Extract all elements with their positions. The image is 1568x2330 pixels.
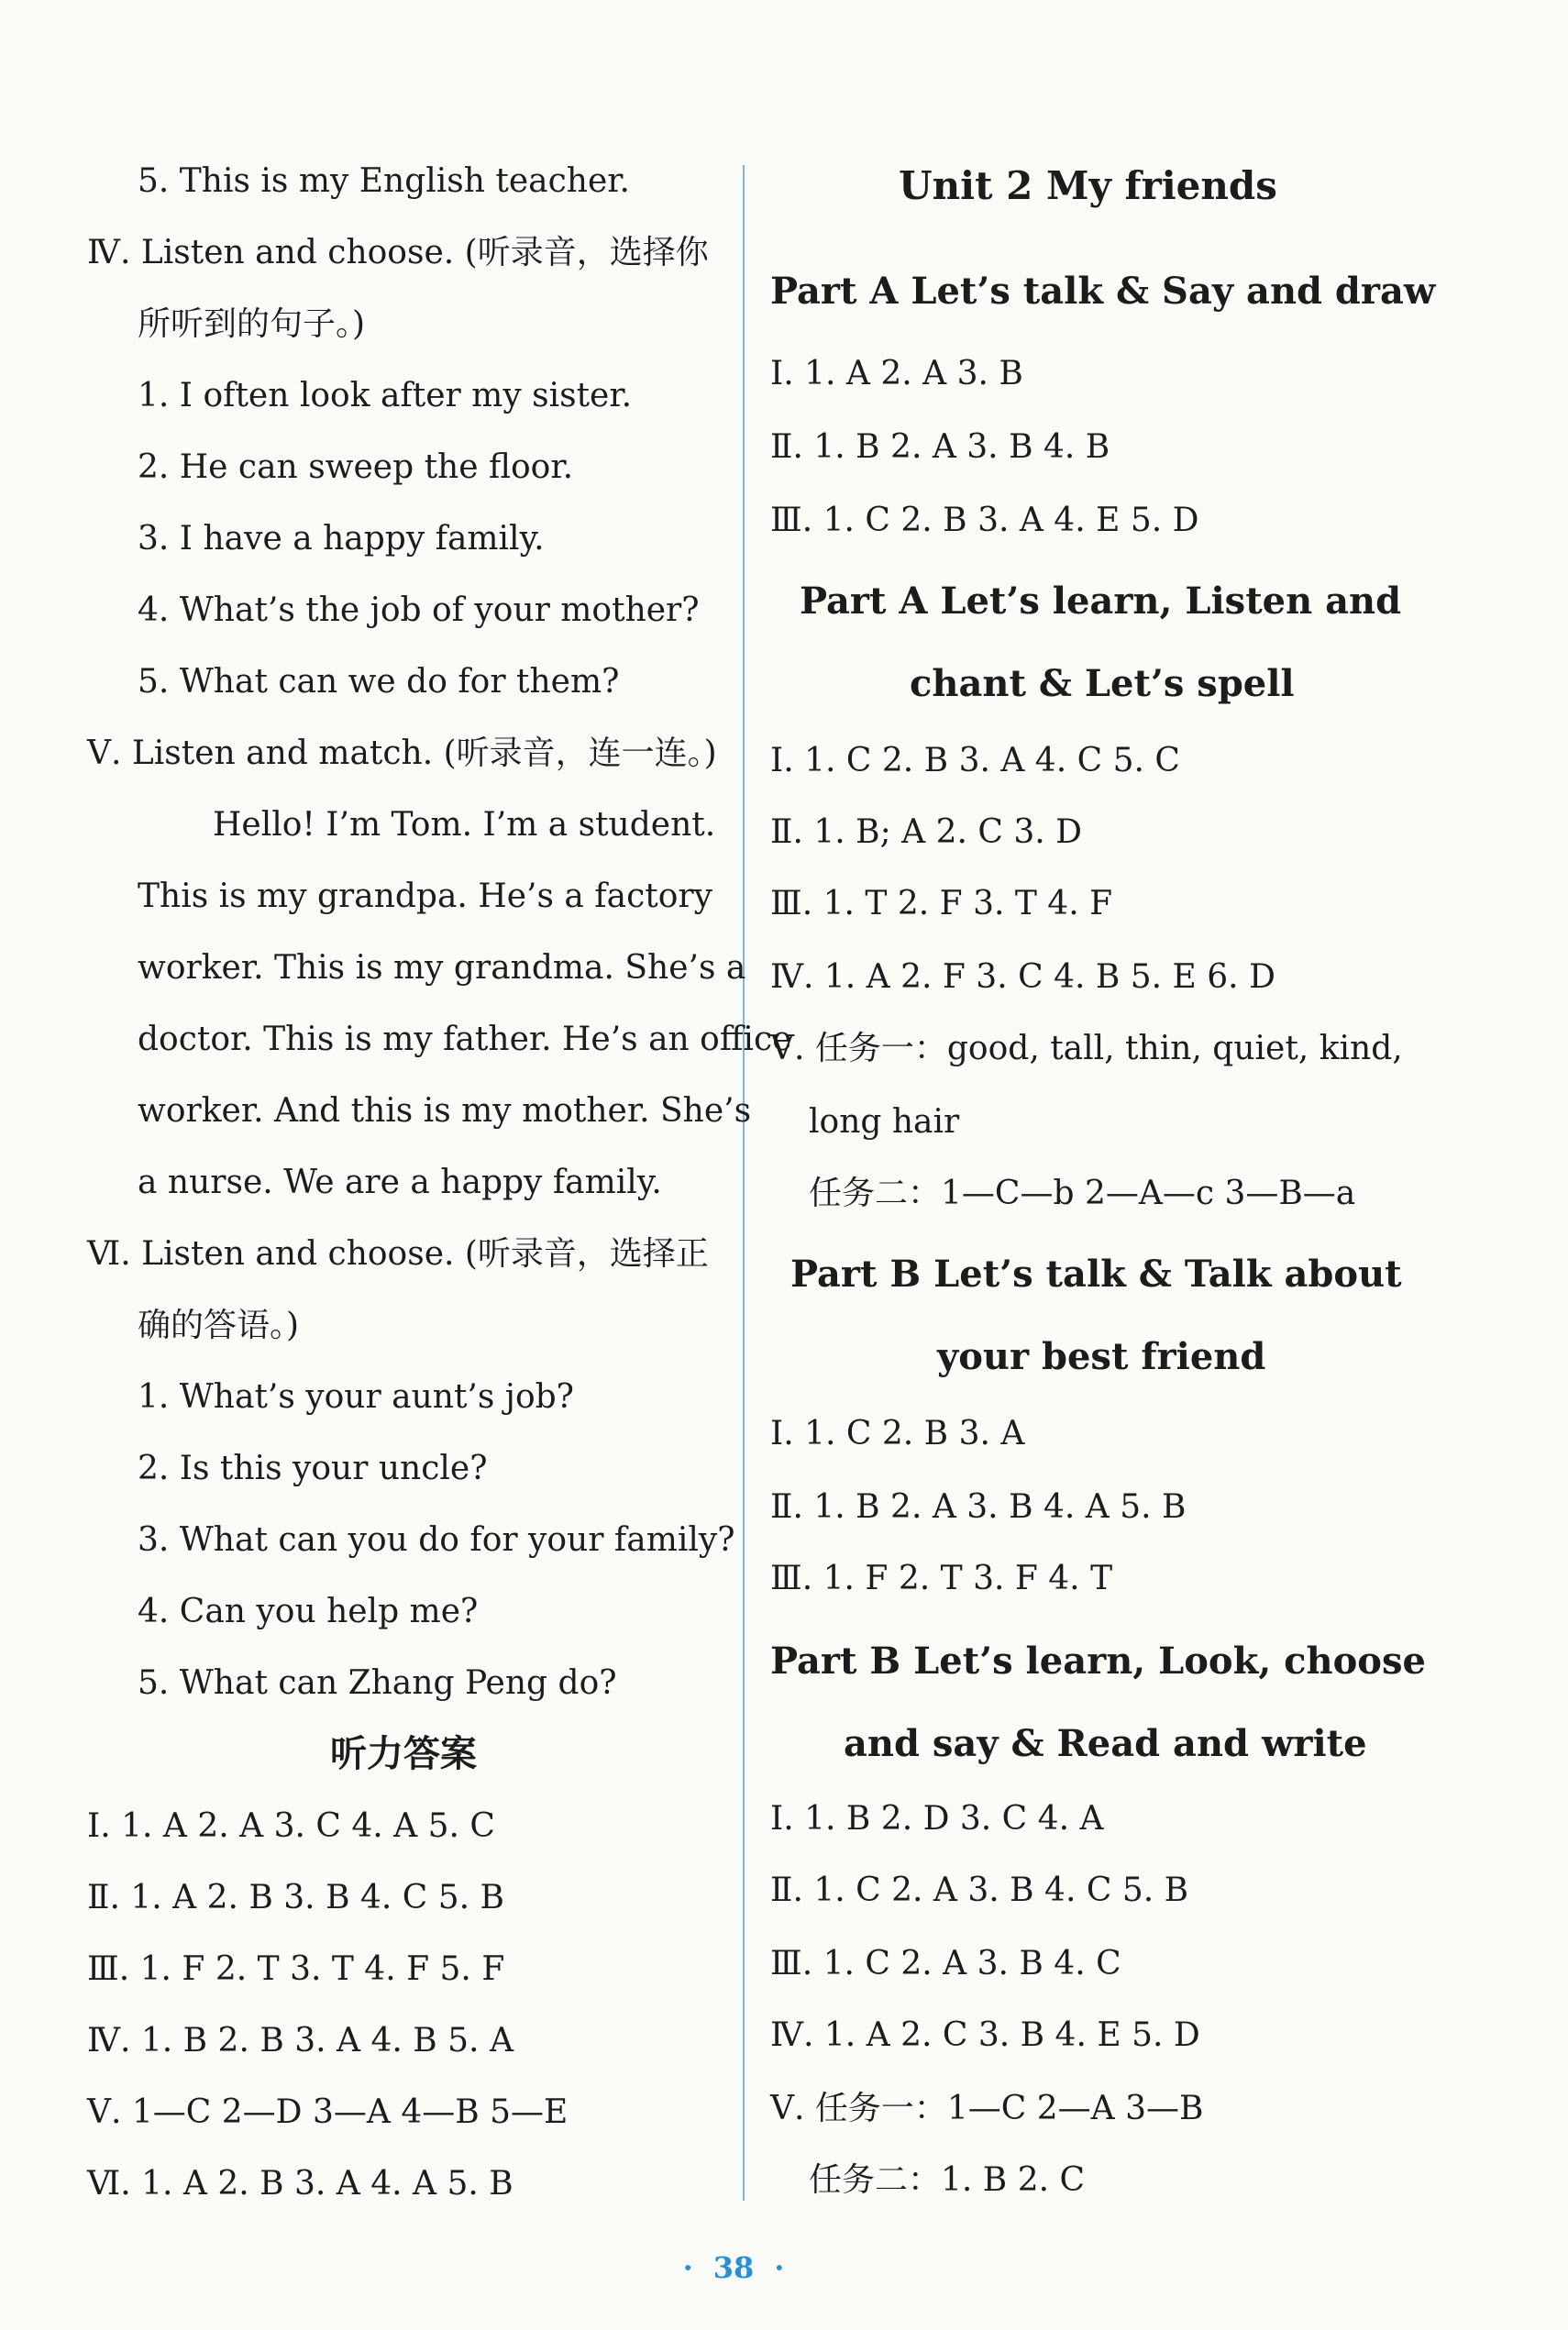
answer-line: Ⅴ. 任务一：1—C 2—A 3—B [770,2090,1204,2127]
answer-line: Ⅵ. 1. A 2. B 3. A 4. A 5. B [87,2165,513,2203]
answer-line: Ⅱ. 1. B 2. A 3. B 4. A 5. B [770,1488,1187,1526]
answer-line: Ⅰ. 1. A 2. A 3. B [770,355,1023,392]
passage-line: This is my grandpa. He’s a factory [138,878,712,915]
text-line: 3. What can you do for your family? [138,1521,735,1559]
answer-line: Ⅳ. 1. A 2. C 3. B 4. E 5. D [770,2016,1200,2054]
dot-icon: · [774,2250,785,2285]
question-heading-vi: Ⅵ. Listen and choose. (听录音，选择正 [87,1235,709,1273]
question-heading-iv: Ⅳ. Listen and choose. (听录音，选择你 [87,234,709,271]
page-number-text: 38 [712,2250,755,2285]
question-heading-v: Ⅴ. Listen and match. (听录音，连一连。) [87,734,717,772]
passage-line: doctor. This is my father. He’s an office [138,1021,792,1058]
text-line: 2. Is this your uncle? [138,1450,488,1487]
text-line: 5. What can Zhang Peng do? [138,1664,617,1702]
passage-line: worker. This is my grandma. She’s a [138,949,746,987]
section-heading: Part B Let’s learn, Look, choose [770,1640,1426,1683]
text-line: 2. He can sweep the floor. [138,448,574,486]
answer-line: Ⅲ. 1. T 2. F 3. T 4. F [770,885,1113,922]
text-line: 3. I have a happy family. [138,520,545,558]
section-heading: chant & Let’s spell [910,662,1295,705]
answer-line: Ⅱ. 1. C 2. A 3. B 4. C 5. B [770,1872,1189,1909]
answer-line: Ⅱ. 1. B; A 2. C 3. D [770,813,1083,851]
answer-line: long hair [809,1103,960,1141]
answer-line: Ⅰ. 1. A 2. A 3. C 4. A 5. C [87,1807,495,1845]
answer-line: Ⅰ. 1. C 2. B 3. A [770,1415,1025,1452]
text-line: 4. What’s the job of your mother? [138,591,700,629]
text-line: 所听到的句子。) [138,305,366,343]
unit-title: Unit 2 My friends [899,163,1277,208]
section-heading: and say & Read and write [844,1722,1367,1765]
answer-line: Ⅳ. 1. B 2. B 3. A 4. B 5. A [87,2022,513,2059]
section-heading: Part A Let’s learn, Listen and [800,580,1402,623]
passage-line: Hello! I’m Tom. I’m a student. [213,806,716,844]
answer-line: Ⅰ. 1. B 2. D 3. C 4. A [770,1800,1104,1838]
answer-line: Ⅲ. 1. C 2. A 3. B 4. C [770,1945,1121,1982]
answer-line: 任务二：1—C—b 2—A—c 3—B—a [809,1175,1356,1212]
passage-line: worker. And this is my mother. She’s [138,1092,752,1130]
text-line: 5. This is my English teacher. [138,162,630,200]
answer-line: Ⅴ. 任务一：good, tall, thin, quiet, kind, [770,1030,1403,1067]
page-number [0,2250,1467,2285]
text-line: 1. What’s your aunt’s job? [138,1378,574,1416]
section-heading: Part A Let’s talk & Say and draw [770,270,1436,313]
text-line: 确的答语。) [138,1307,300,1344]
section-heading: Part B Let’s talk & Talk about [790,1253,1402,1296]
answer-line: Ⅱ. 1. B 2. A 3. B 4. B [770,428,1110,466]
text-line: 4. Can you help me? [138,1593,479,1630]
answer-line: Ⅱ. 1. A 2. B 3. B 4. C 5. B [87,1879,504,1916]
answer-line: Ⅰ. 1. C 2. B 3. A 4. C 5. C [770,742,1180,779]
answer-line: Ⅲ. 1. F 2. T 3. T 4. F 5. F [87,1950,505,1988]
answers-title: 听力答案 [330,1732,477,1775]
answer-line: Ⅲ. 1. F 2. T 3. F 4. T [770,1560,1113,1597]
answer-line: Ⅲ. 1. C 2. B 3. A 4. E 5. D [770,502,1199,539]
answer-line: Ⅴ. 1—C 2—D 3—A 4—B 5—E [87,2093,569,2131]
answer-line: 任务二：1. B 2. C [809,2161,1086,2199]
dot-icon: · [682,2250,693,2285]
section-heading: your best friend [937,1335,1266,1378]
answer-line: Ⅳ. 1. A 2. F 3. C 4. B 5. E 6. D [770,958,1275,996]
text-line: 5. What can we do for them? [138,663,620,701]
column-divider [743,165,745,2201]
text-line: 1. I often look after my sister. [138,377,633,414]
passage-line: a nurse. We are a happy family. [138,1164,662,1201]
